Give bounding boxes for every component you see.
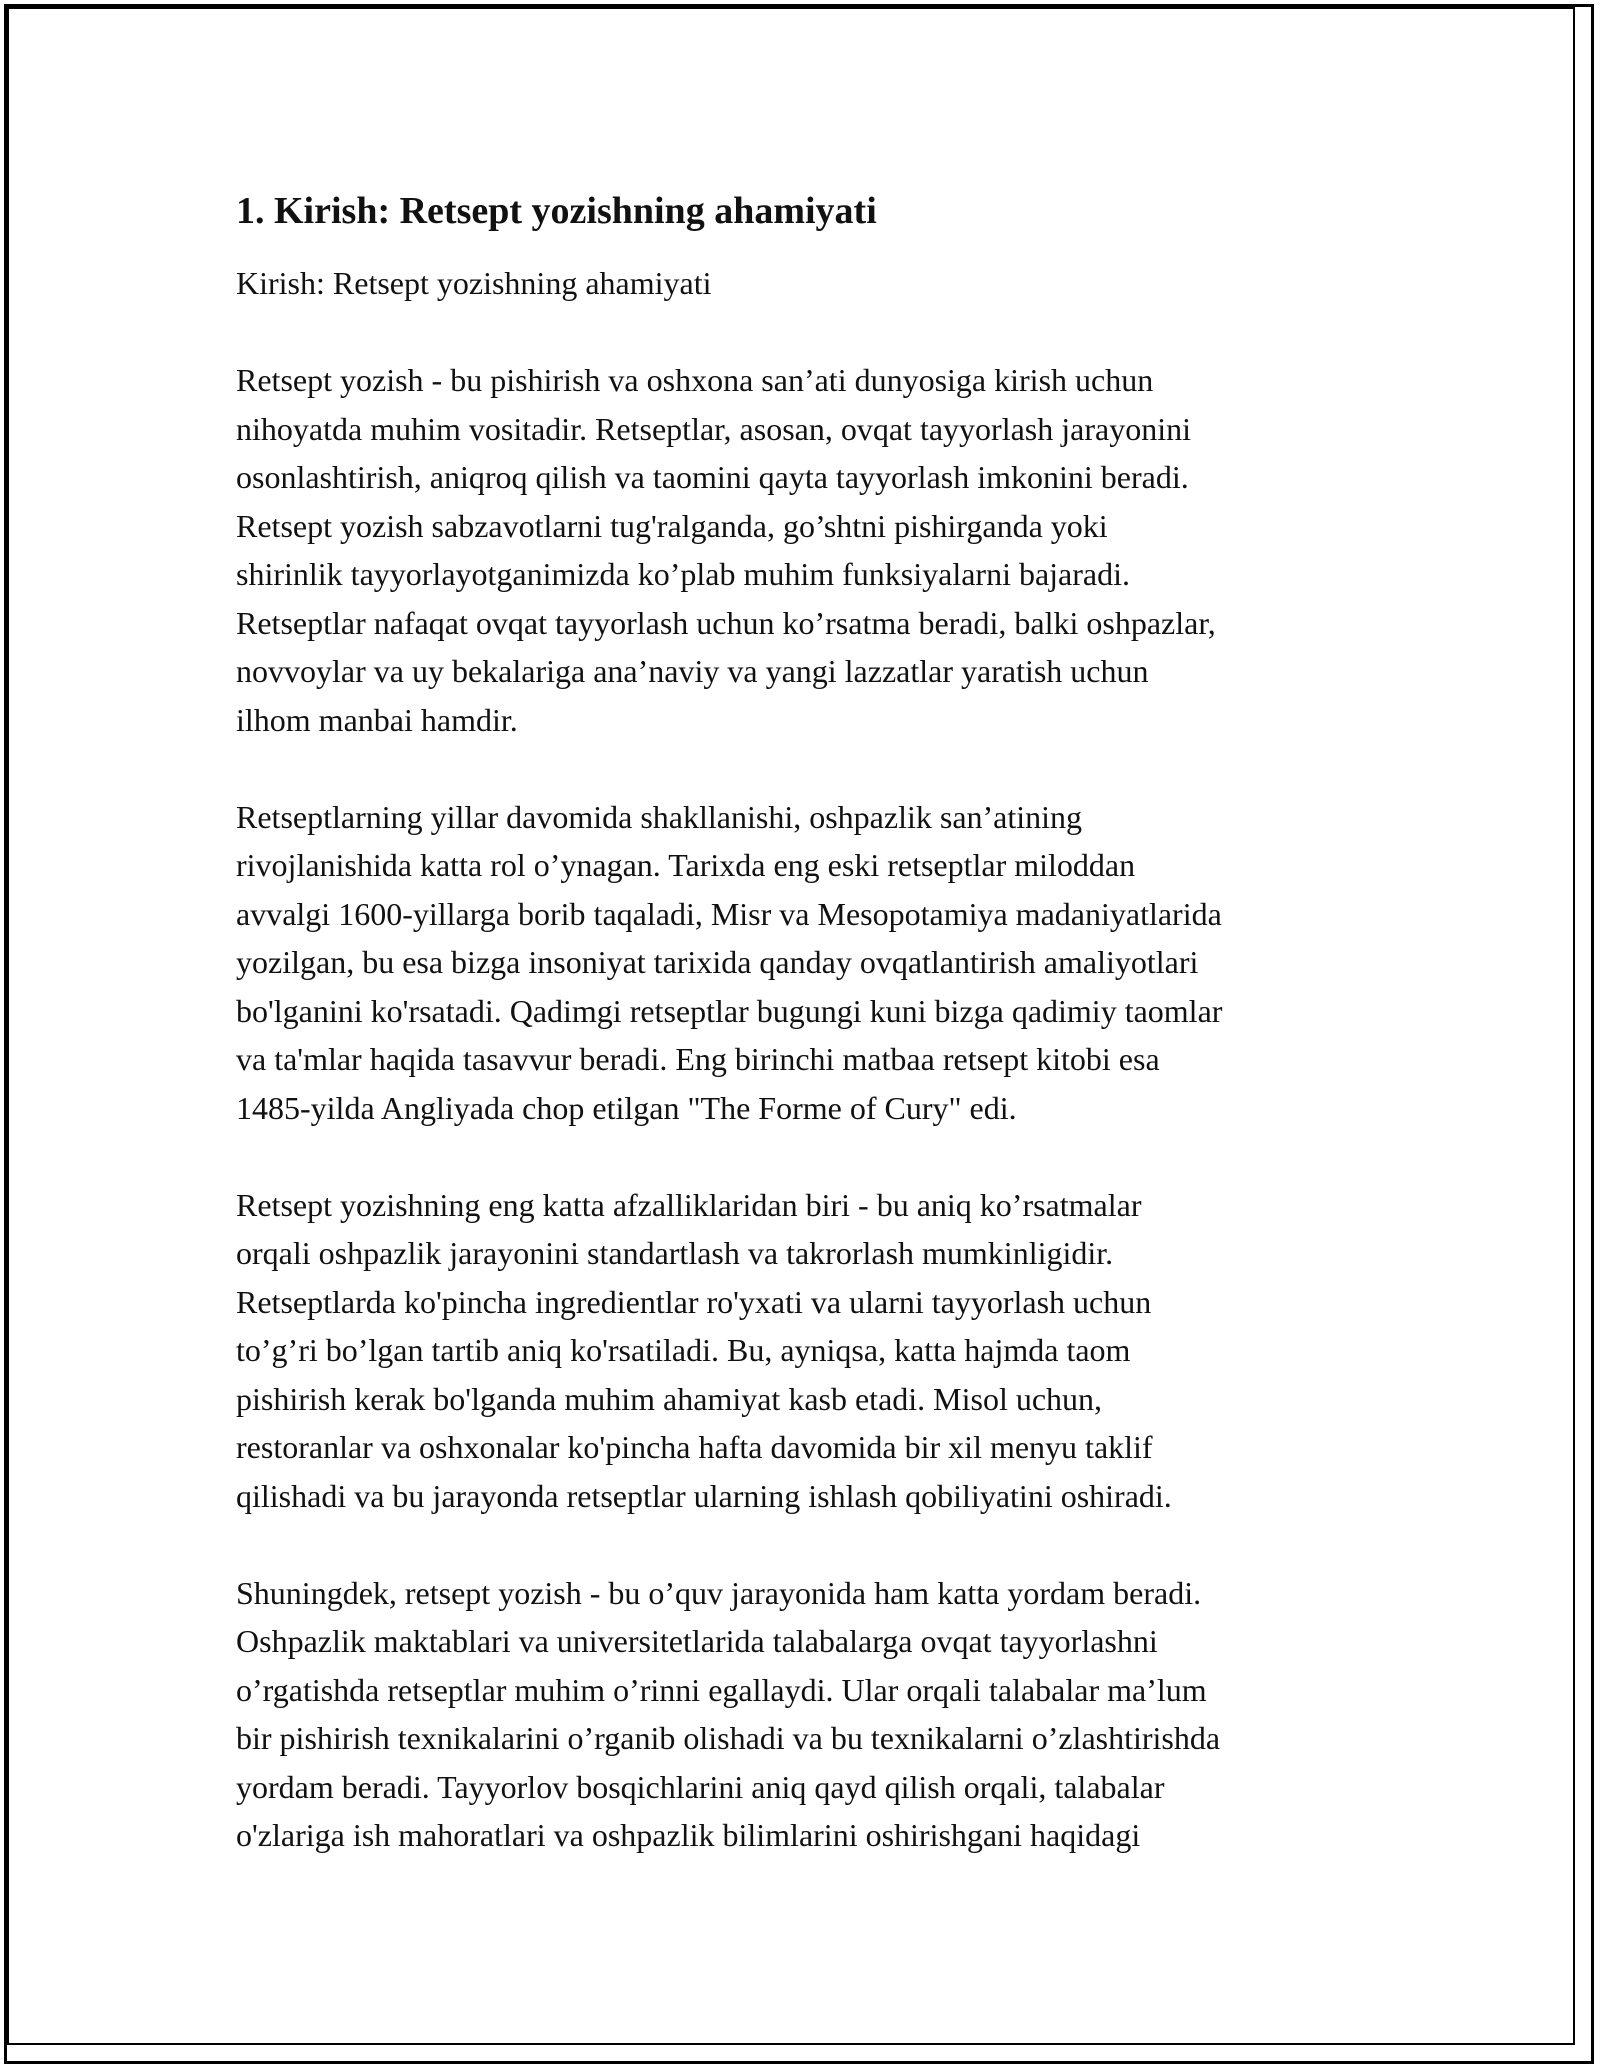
paragraph-line: Retseptlarning yillar davomida shakllanishi, oshpazlik san’atining	[236, 798, 1083, 835]
paragraph-line: osonlashtirish, aniqroq qilish va taomini qayta tayyorlash imkonini beradi.	[236, 459, 1189, 495]
paragraph-line: qilishadi va bu jarayonda retseptlar ularning ishlash qobiliyatini oshiradi.	[236, 1477, 1172, 1514]
paragraph-line: restoranlar va oshxonalar ko'pincha hafta davomida bir xil menyu taklif	[236, 1429, 1153, 1465]
paragraph-line: Oshpazlik maktablari va universitetlarida talabalarga ovqat tayyorlashni	[236, 1623, 1158, 1659]
paragraph-line: va ta'mlar haqida tasavvur beradi. Eng birinchi matbaa retsept kitobi esa	[236, 1041, 1160, 1077]
paragraph-1	[236, 356, 1376, 744]
paragraph-line: Retsept yozish sabzavotlarni tug'ralganda, go’shtni pishirganda yoki	[236, 507, 1108, 544]
paragraph-4	[236, 1569, 1376, 1860]
paragraph-line: o’rgatishda retseptlar muhim o’rinni egallaydi. Ular orqali talabalar ma’lum	[236, 1671, 1207, 1708]
paragraph-line: ilhom manbai hamdir.	[236, 701, 518, 738]
paragraph-line: shirinlik tayyorlayotganimizda ko’plab muhim funksiyalarni bajaradi.	[236, 556, 1130, 592]
paragraph-2	[236, 793, 1376, 1133]
paragraph-line: bo'lganini ko'rsatadi. Qadimgi retseptlar bugungi kuni bizga qadimiy taomlar	[236, 992, 1223, 1029]
section-subtitle: Kirish: Retsept yozishning ahamiyati	[236, 265, 712, 301]
section-heading: 1. Kirish: Retsept yozishning ahamiyati	[236, 190, 877, 232]
paragraph-line: pishirish kerak bo'lganda muhim ahamiyat kasb etadi. Misol uchun,	[236, 1380, 1103, 1417]
paragraph-3	[236, 1181, 1376, 1521]
paragraph-line: to’g’ri bo’lgan tartib aniq ko'rsatiladi. Bu, ayniqsa, katta hajmda taom	[236, 1332, 1131, 1368]
paragraph-line: nihoyatda muhim vositadir. Retseptlar, asosan, ovqat tayyorlash jarayonini	[236, 410, 1191, 447]
paragraph-line: Retseptlar nafaqat ovqat tayyorlash uchun ko’rsatma beradi, balki oshpazlar,	[236, 604, 1216, 641]
paragraph-line: rivojlanishida katta rol o’ynagan. Tarixda eng eski retseptlar miloddan	[236, 847, 1136, 883]
paragraph-line: orqali oshpazlik jarayonini standartlash va takrorlash mumkinligidir.	[236, 1235, 1114, 1271]
paragraph-line: Shuningdek, retsept yozish - bu o’quv jarayonida ham katta yordam beradi.	[236, 1574, 1202, 1611]
document-body	[236, 185, 1376, 1908]
paragraph-line: yordam beradi. Tayyorlov bosqichlarini aniq qayd qilish orqali, talabalar	[236, 1768, 1165, 1805]
paragraph-line: Retsept yozishning eng katta afzalliklaridan biri - bu aniq ko’rsatmalar	[236, 1186, 1142, 1223]
paragraph-line: bir pishirish texnikalarini o’rganib olishadi va bu texnikalarni o’zlashtirishda	[236, 1720, 1221, 1756]
paragraph-line: avvalgi 1600-yillarga borib taqaladi, Misr va Mesopotamiya madaniyatlarida	[236, 895, 1222, 932]
paragraph-line: yozilgan, bu esa bizga insoniyat tarixida qanday ovqatlantirish amaliyotlari	[236, 944, 1199, 980]
paragraph-line: novvoylar va uy bekalariga ana’naviy va yangi lazzatlar yaratish uchun	[236, 653, 1149, 689]
paragraph-line: Retseptlarda ko'pincha ingredientlar ro'yxati va ularni tayyorlash uchun	[236, 1283, 1152, 1320]
paragraph-line: 1485-yilda Angliyada chop etilgan "The Forme of Cury" edi.	[236, 1089, 1017, 1126]
paragraph-line: Retsept yozish - bu pishirish va oshxona san’ati dunyosiga kirish uchun	[236, 362, 1154, 398]
paragraph-line: o'zlariga ish mahoratlari va oshpazlik bilimlarini oshirishgani haqidagi	[236, 1817, 1141, 1853]
